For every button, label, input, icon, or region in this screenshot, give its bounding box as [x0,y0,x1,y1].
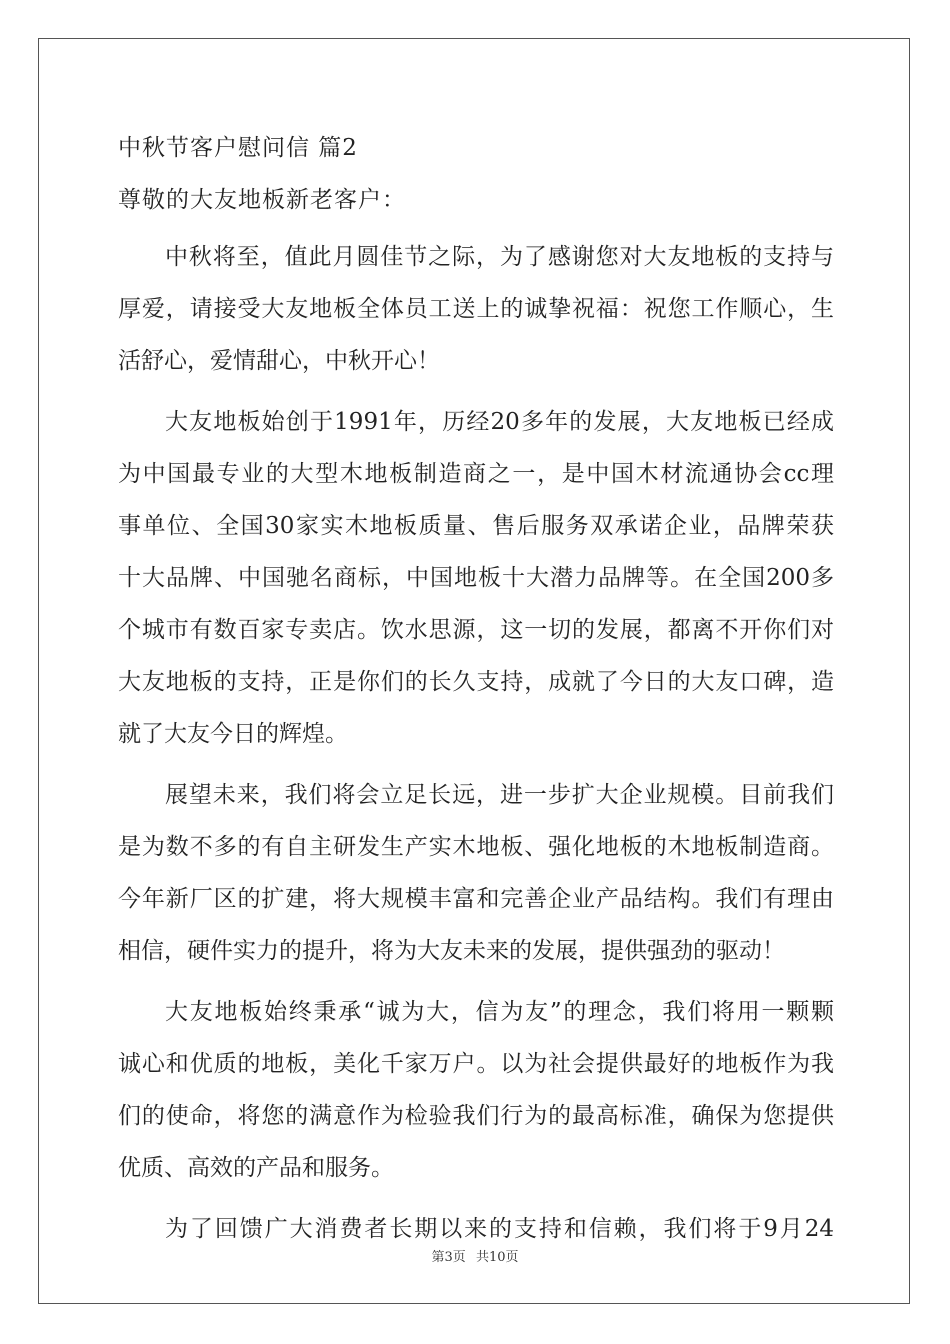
paragraph-line: 为中国最专业的大型木地板制造商之一，是中国木材流通协会cc理 [118,461,834,487]
paragraph-line: 优质、高效的产品和服务。 [118,1155,394,1181]
paragraph-line: 个城市有数百家专卖店。饮水思源，这一切的发展，都离不开你们对 [118,617,834,643]
salutation: 尊敬的大友地板新老客户： [118,187,406,213]
paragraph-line: 活舒心，爱情甜心，中秋开心！ [118,348,440,374]
paragraph-line: 就了大友今日的辉煌。 [118,721,348,747]
paragraph-3 [118,769,834,977]
document-body [118,127,834,1264]
paragraph-line: 大友地板始终秉承“诚为大，信为友”的理念，我们将用一颗颗 [165,999,834,1025]
paragraph-4 [118,986,834,1194]
paragraph-line: 相信，硬件实力的提升，将为大友未来的发展，提供强劲的驱动！ [118,938,785,964]
paragraph-line: 中秋将至，值此月圆佳节之际，为了感谢您对大友地板的支持与 [165,244,834,270]
paragraph-line: 们的使命，将您的满意作为检验我们行为的最高标准，确保为您提供 [118,1103,834,1129]
paragraph-line: 大友地板的支持，正是你们的长久支持，成就了今日的大友口碑，造 [118,669,834,695]
paragraph-1 [118,231,834,387]
page-number: 第3页 [431,1250,466,1265]
paragraph-line: 诚心和优质的地板，美化千家万户。以为社会提供最好的地板作为我 [118,1051,834,1077]
page-footer [0,1246,950,1265]
paragraph-line: 厚爱，请接受大友地板全体员工送上的诚挚祝福：祝您工作顺心，生 [118,296,834,322]
document-title: 中秋节客户慰问信 篇2 [118,135,358,161]
paragraph-line: 大友地板始创于1991年，历经20多年的发展，大友地板已经成 [165,409,834,435]
paragraph-line: 展望未来，我们将会立足长远，进一步扩大企业规模。目前我们 [165,782,834,808]
paragraph-line: 是为数不多的有自主研发生产实木地板、强化地板的木地板制造商。 [118,834,834,860]
paragraph-line: 十大品牌、中国驰名商标，中国地板十大潜力品牌等。在全国200多 [118,565,834,591]
paragraph-line: 为了回馈广大消费者长期以来的支持和信赖，我们将于9月24 [165,1216,834,1242]
page-total: 共10页 [475,1250,519,1265]
paragraph-line: 今年新厂区的扩建，将大规模丰富和完善企业产品结构。我们有理由 [118,886,834,912]
paragraph-line: 事单位、全国30家实木地板质量、售后服务双承诺企业，品牌荣获 [118,513,834,539]
paragraph-2 [118,396,834,760]
